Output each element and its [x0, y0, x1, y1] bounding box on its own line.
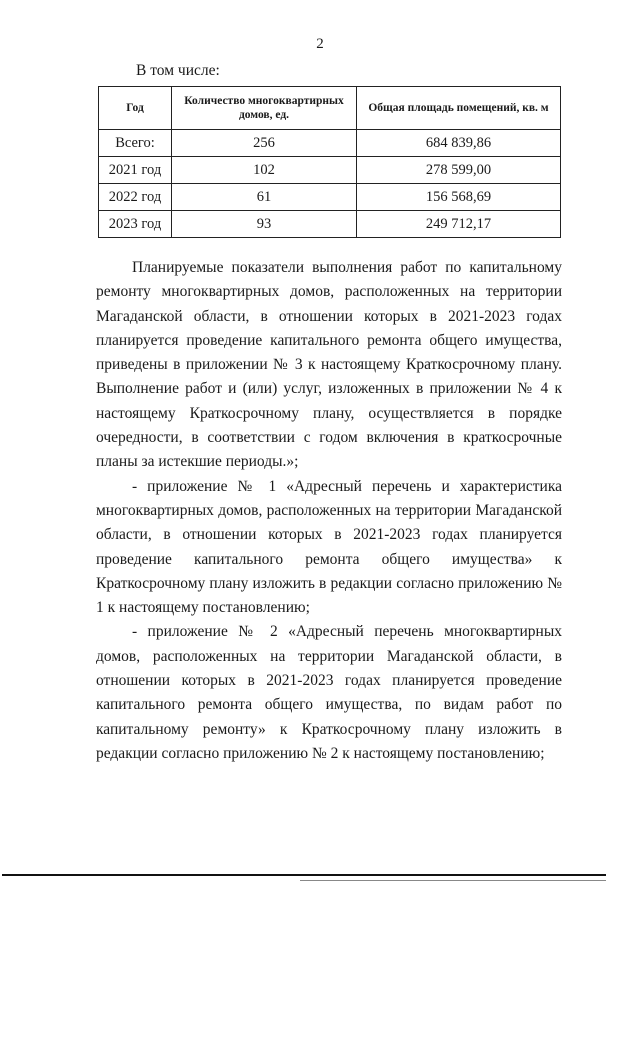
table-header-row	[99, 87, 561, 130]
cell-area: 249 712,17	[357, 211, 561, 238]
paragraph-appendix-2: - приложение № 2 «Адресный перечень многоквартирных домов, расположенных на территории Магаданской области, в отношении которых в 2021-2023 годах планируется проведение капитального ремонта общего имущества, по видам работ по капитальному ремонту» к Краткосрочному плану изложить в редакции согласно приложению № 2 к настоящему постановлению;	[96, 623, 562, 762]
cell-year: 2023 год	[99, 211, 172, 238]
header-houses: Количество многоквартирных домов, ед.	[172, 87, 357, 130]
table-row	[99, 130, 561, 157]
cell-year: 2022 год	[99, 184, 172, 211]
table-row	[99, 211, 561, 238]
table-row	[99, 157, 561, 184]
table-row	[99, 184, 561, 211]
paragraph-appendix-1: - приложение № 1 «Адресный перечень и характеристика многоквартирных домов, расположенных на территории Магаданской области, в отношении которых в 2021-2023 годах планируется проведение капитального ремонта общего имущества» к Краткосрочному плану изложить в редакции согласно приложению № 1 к настоящему постановлению;	[96, 477, 562, 617]
header-year: Год	[99, 87, 172, 130]
intro-text: В том числе:	[136, 62, 220, 79]
cell-houses: 93	[172, 211, 357, 238]
cell-houses: 61	[172, 184, 357, 211]
bottom-rule	[2, 874, 606, 876]
cell-houses: 256	[172, 130, 357, 157]
cell-area: 278 599,00	[357, 157, 561, 184]
housing-stats-table	[98, 86, 561, 238]
cell-area: 156 568,69	[357, 184, 561, 211]
bottom-rule-faint	[300, 880, 606, 881]
cell-year: Всего:	[99, 130, 172, 157]
paragraph-indicators: Планируемые показатели выполнения работ по капитальному ремонту многоквартирных домов, расположенных на территории Магаданской области, в отношении которых в 2021-2023 годах планируется проведение капитального ремонта общего имущества, приведены в приложении № 3 к настоящему Краткосрочному плану. Выполнение работ и (или) услуг, изложенных в приложении № 4 к настоящему Краткосрочному плану, осуществляется в порядке очередности, в соответствии с годом включения в краткосрочные планы за истекшие периоды.»;	[96, 259, 562, 471]
document-body	[96, 256, 562, 766]
header-area: Общая площадь помещений, кв. м	[357, 87, 561, 130]
cell-houses: 102	[172, 157, 357, 184]
page-number: 2	[316, 36, 324, 52]
cell-area: 684 839,86	[357, 130, 561, 157]
cell-year: 2021 год	[99, 157, 172, 184]
